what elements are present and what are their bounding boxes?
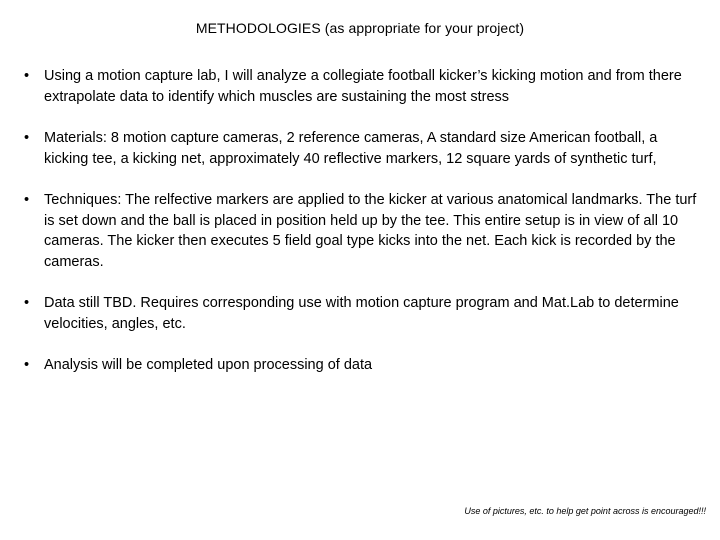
bullet-item-data — [24, 293, 704, 334]
bullet-icon: • — [24, 295, 30, 311]
bullet-text: Analysis will be completed upon processing of data — [44, 357, 373, 373]
footnote: Use of pictures, etc. to help get point across is encouraged!!! — [464, 506, 706, 516]
bullet-text: Data still TBD. Requires corresponding use with motion capture program and Mat.Lab to determine velocities, angles, etc. — [44, 295, 679, 332]
bullet-text: Using a motion capture lab, I will analyze a collegiate football kicker’s kicking motion and from there extrapolate data to identify which muscles are sustaining the most stress — [44, 68, 682, 105]
bullet-text: Techniques: The relfective markers are applied to the kicker at various anatomical landmarks. The turf is set down and the ball is placed in position held up by the tee. This entire setup is in view of all 10 cameras. The kicker then executes 5 field goal type kicks into the net. Each kick is recorded by the cameras. — [44, 192, 697, 270]
bullet-icon: • — [24, 68, 30, 84]
bullet-item-techniques — [24, 190, 704, 272]
bullet-item-analysis — [24, 355, 704, 376]
bullet-list — [24, 66, 704, 397]
bullet-text: Materials: 8 motion capture cameras, 2 reference cameras, A standard size American football, a kicking tee, a kicking net, approximately 40 reflective markers, 12 square yards of synthetic turf, — [44, 130, 658, 167]
bullet-item-overview — [24, 66, 704, 107]
bullet-icon: • — [24, 192, 30, 208]
bullet-icon: • — [24, 357, 30, 373]
slide-title: METHODOLOGIES (as appropriate for your project) — [195, 20, 525, 36]
bullet-item-materials — [24, 128, 704, 169]
bullet-icon: • — [24, 130, 30, 146]
